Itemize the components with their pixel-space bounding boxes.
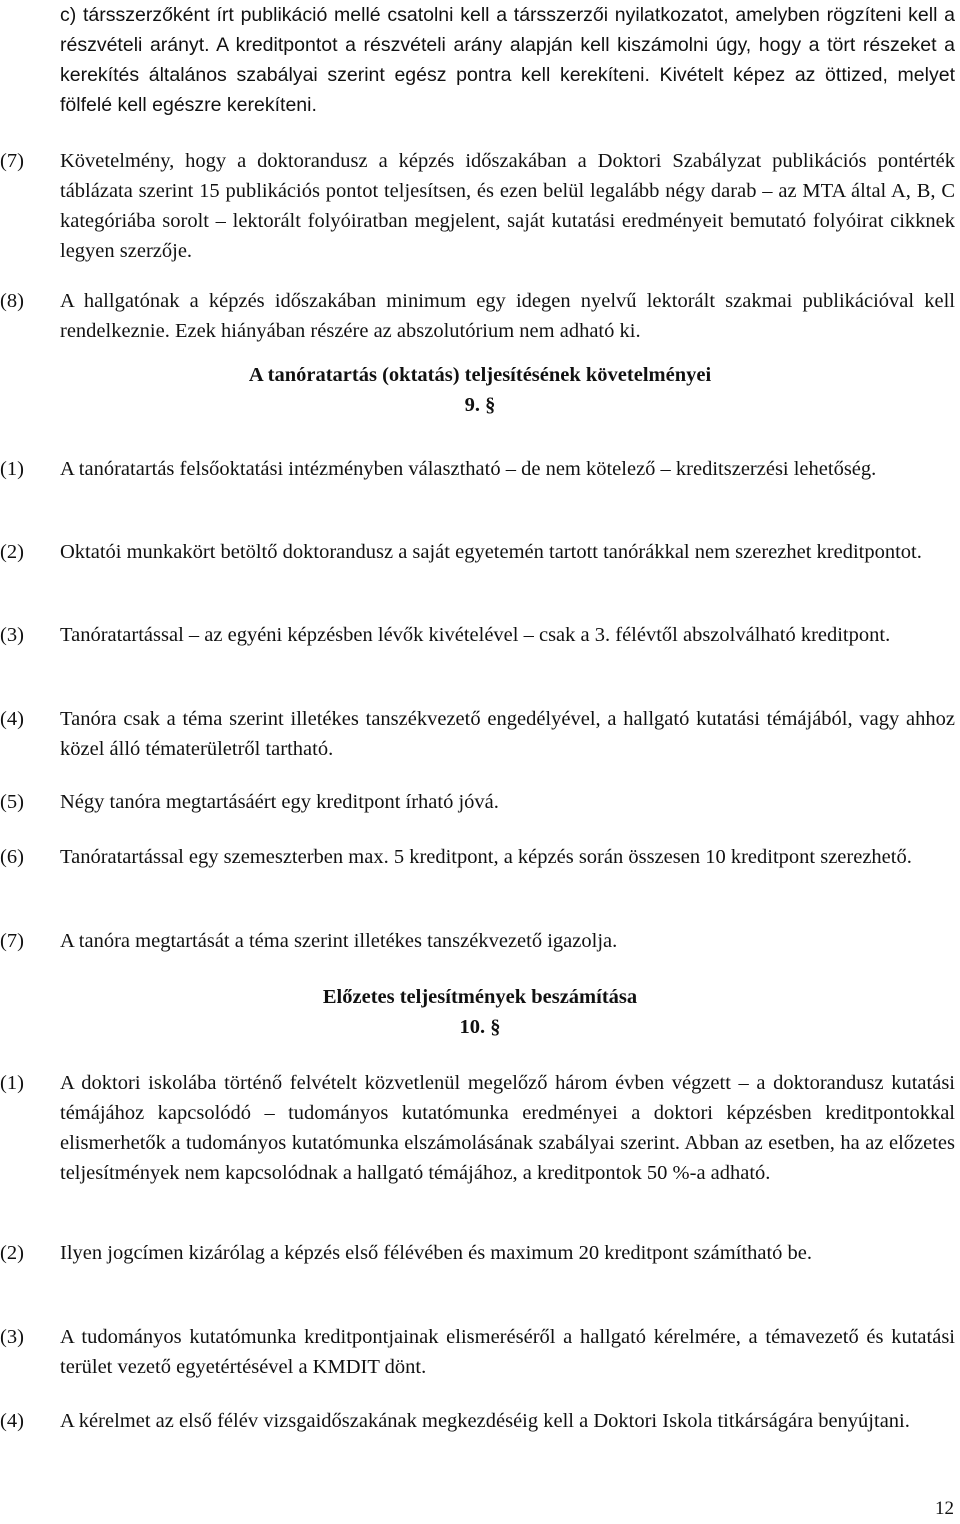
item-text: A tudományos kutatómunka kreditpontjainak elismeréséről a hallgató kérelmére, a témavezető és kutatási terület vezető egyetértésével a KMDIT dönt. bbox=[60, 1326, 955, 1378]
page-number: 12 bbox=[935, 1498, 954, 1519]
item-text: Tanóra csak a téma szerint illetékes tanszékvezető engedélyével, a hallgató kutatási témájából, vagy ahhoz közel álló tématerületről tartható. bbox=[60, 708, 955, 760]
item-text: Négy tanóra megtartásáért egy kreditpont írható jóvá. bbox=[60, 791, 499, 813]
intro-paragraph: c) társszerzőként írt publikáció mellé csatolni kell a társszerzői nyilatkozatot, amelyben rögzíteni kell a részvételi arányt. A kreditpontot a részvételi arány alapján kell kiszámolni úgy, hogy a tört részeket a kerekítés általános szabályai szerint egész pontra kell kerekíteni. Kivételt képez az öttized, melyet fölfelé kell egészre kerekíteni. bbox=[60, 4, 955, 116]
item-text: A tanóratartás felsőoktatási intézményben választható – de nem kötelező – kreditszerzési lehetőség. bbox=[60, 458, 877, 480]
section-number: 10. § bbox=[459, 1016, 501, 1038]
item-text: A tanóra megtartását a téma szerint illetékes tanszékvezető igazolja. bbox=[60, 930, 618, 952]
item-number: (6) bbox=[0, 846, 24, 868]
item-number: (1) bbox=[0, 1072, 24, 1094]
list-item bbox=[0, 1238, 955, 1268]
list-item bbox=[0, 1406, 955, 1436]
list-item bbox=[0, 787, 955, 817]
list-item bbox=[0, 1322, 955, 1382]
item-text: Oktatói munkakört betöltő doktorandusz a saját egyetemén tartott tanórákkal nem szerezhet kreditpontot. bbox=[60, 541, 922, 563]
list-item bbox=[0, 454, 955, 484]
item-number: (2) bbox=[0, 541, 24, 563]
item-number: (7) bbox=[0, 150, 24, 172]
list-item bbox=[0, 537, 955, 567]
list-item bbox=[0, 620, 955, 650]
section-title: A tanóratartás (oktatás) teljesítésének követelményei bbox=[248, 364, 712, 386]
list-item bbox=[0, 1068, 955, 1188]
item-number: (4) bbox=[0, 1410, 24, 1432]
item-text: A doktori iskolába történő felvételt közvetlenül megelőző három évben végzett – a doktorandusz kutatási témájához kapcsolódó – tudományos kutatómunka eredményei a doktori képzésben kreditpontokkal elismerhetők a tudományos kutatómunka elszámolásának szabályai szerint. Abban az esetben, ha az előzetes teljesítmények nem kapcsolódnak a hallgató témájához, a kreditpontok 50 %-a adható. bbox=[60, 1072, 955, 1184]
list-item bbox=[0, 842, 955, 872]
list-item bbox=[0, 286, 955, 346]
item-number: (8) bbox=[0, 290, 24, 312]
item-text: Követelmény, hogy a doktorandusz a képzés időszakában a Doktori Szabályzat publikációs pontérték táblázata szerint 15 publikációs pontot teljesítsen, és ezen belül legalább négy darab – az MTA által A, B, C kategóriába sorolt – lektorált folyóiratban megjelent, saját kutatási eredményeit bemutató folyóirat cikknek legyen szerzője. bbox=[60, 150, 955, 262]
item-number: (1) bbox=[0, 458, 24, 480]
item-number: (3) bbox=[0, 1326, 24, 1348]
item-text: A kérelmet az első félév vizsgaidőszakának megkezdéséig kell a Doktori Iskola titkárságára benyújtani. bbox=[60, 1410, 910, 1432]
list-item bbox=[0, 704, 955, 764]
item-number: (3) bbox=[0, 624, 24, 646]
section-title: Előzetes teljesítmények beszámítása bbox=[322, 986, 638, 1008]
item-text: A hallgatónak a képzés időszakában minimum egy idegen nyelvű lektorált szakmai publikációval kell rendelkeznie. Ezek hiányában részére az abszolutórium nem adható ki. bbox=[60, 290, 955, 342]
item-number: (2) bbox=[0, 1242, 24, 1264]
item-number: (4) bbox=[0, 708, 24, 730]
list-item bbox=[0, 926, 955, 956]
item-text: Tanóratartással egy szemeszterben max. 5 kreditpont, a képzés során összesen 10 kreditpont szerezhető. bbox=[60, 846, 912, 868]
item-number: (7) bbox=[0, 930, 24, 952]
item-number: (5) bbox=[0, 791, 24, 813]
item-text: Ilyen jogcímen kizárólag a képzés első félévében és maximum 20 kreditpont számítható be. bbox=[60, 1242, 812, 1264]
list-item bbox=[0, 146, 955, 266]
section-number: 9. § bbox=[464, 394, 496, 416]
item-text: Tanóratartással – az egyéni képzésben lévők kivételével – csak a 3. félévtől abszolválható kreditpont. bbox=[60, 624, 891, 646]
